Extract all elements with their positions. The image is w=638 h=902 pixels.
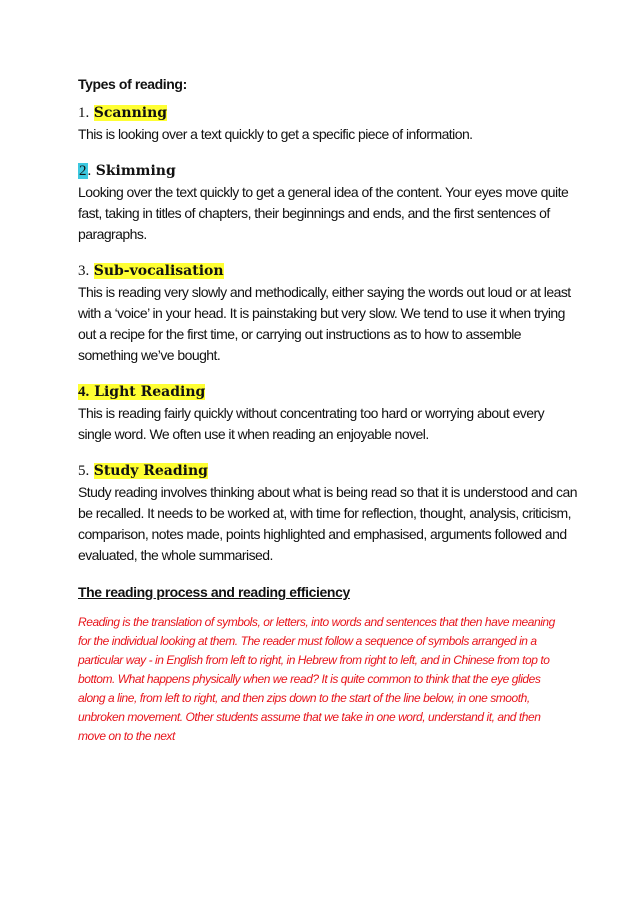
section-body: This is looking over a text quickly to get a specific piece of information. bbox=[78, 126, 473, 142]
section-number: 2 bbox=[79, 163, 87, 179]
section-title: Scanning bbox=[93, 105, 168, 121]
section-number-suffix: . bbox=[87, 163, 92, 179]
section-scanning bbox=[78, 104, 578, 145]
section-light-reading bbox=[78, 383, 578, 445]
section-number: 3. bbox=[78, 263, 90, 279]
section-skimming bbox=[78, 162, 578, 245]
section-body: Looking over the text quickly to get a general idea of the content. Your eyes move quite fast, taking in titles of chapters, their beginnings and ends, and the first sentences of paragraphs. bbox=[78, 184, 569, 242]
section-title-row bbox=[78, 104, 578, 123]
sub-heading: The reading process and reading efficiency bbox=[78, 584, 350, 600]
section-title-row bbox=[78, 162, 578, 181]
section-title-highlight bbox=[78, 384, 205, 400]
section-title: Sub-vocalisation bbox=[93, 263, 224, 279]
section-title-row bbox=[78, 383, 578, 402]
section-title-row bbox=[78, 262, 578, 281]
document-content bbox=[78, 76, 578, 746]
section-body: This is reading very slowly and methodically, either saying the words out loud or at least with a ‘voice’ in your head. It is painstaking but very slow. We tend to use it when trying out a recipe for the first time, or carrying out instructions as to how to assemble something we’ve bought. bbox=[78, 284, 571, 363]
red-paragraph: Reading is the translation of symbols, or letters, into words and sentences that then have meaning for the individual looking at them. The reader must follow a sequence of symbols arranged in a particular way - in English from left to right, in Hebrew from right to left, and in Chinese from top to bottom. What happens physically when we read? It is quite common to think that the eye glides along a line, from left to right, and then zips down to the start of the line below, in one smooth, unbroken movement. Other students assume that we take in one word, understand it, and then move on to the next bbox=[78, 615, 555, 743]
section-number: 4. bbox=[78, 384, 90, 400]
section-number: 1. bbox=[78, 105, 90, 121]
page-heading: Types of reading: bbox=[78, 76, 187, 92]
section-title-row bbox=[78, 462, 578, 481]
section-body: Study reading involves thinking about what is being read so that it is understood and can be recalled. It needs to be worked at, with time for reflection, thought, analysis, criticism, comparison, notes made, points highlighted and emphasised, arguments followed and evaluated, the whole summarised. bbox=[78, 484, 577, 563]
section-title: Light Reading bbox=[94, 384, 206, 400]
section-body: This is reading fairly quickly without concentrating too hard or worrying about every single word. We often use it when reading an enjoyable novel. bbox=[78, 405, 545, 442]
section-number: 5. bbox=[78, 463, 90, 479]
section-sub-vocalisation bbox=[78, 262, 578, 366]
section-title: Skimming bbox=[95, 163, 176, 179]
section-study-reading bbox=[78, 462, 578, 566]
section-title: Study Reading bbox=[93, 463, 208, 479]
